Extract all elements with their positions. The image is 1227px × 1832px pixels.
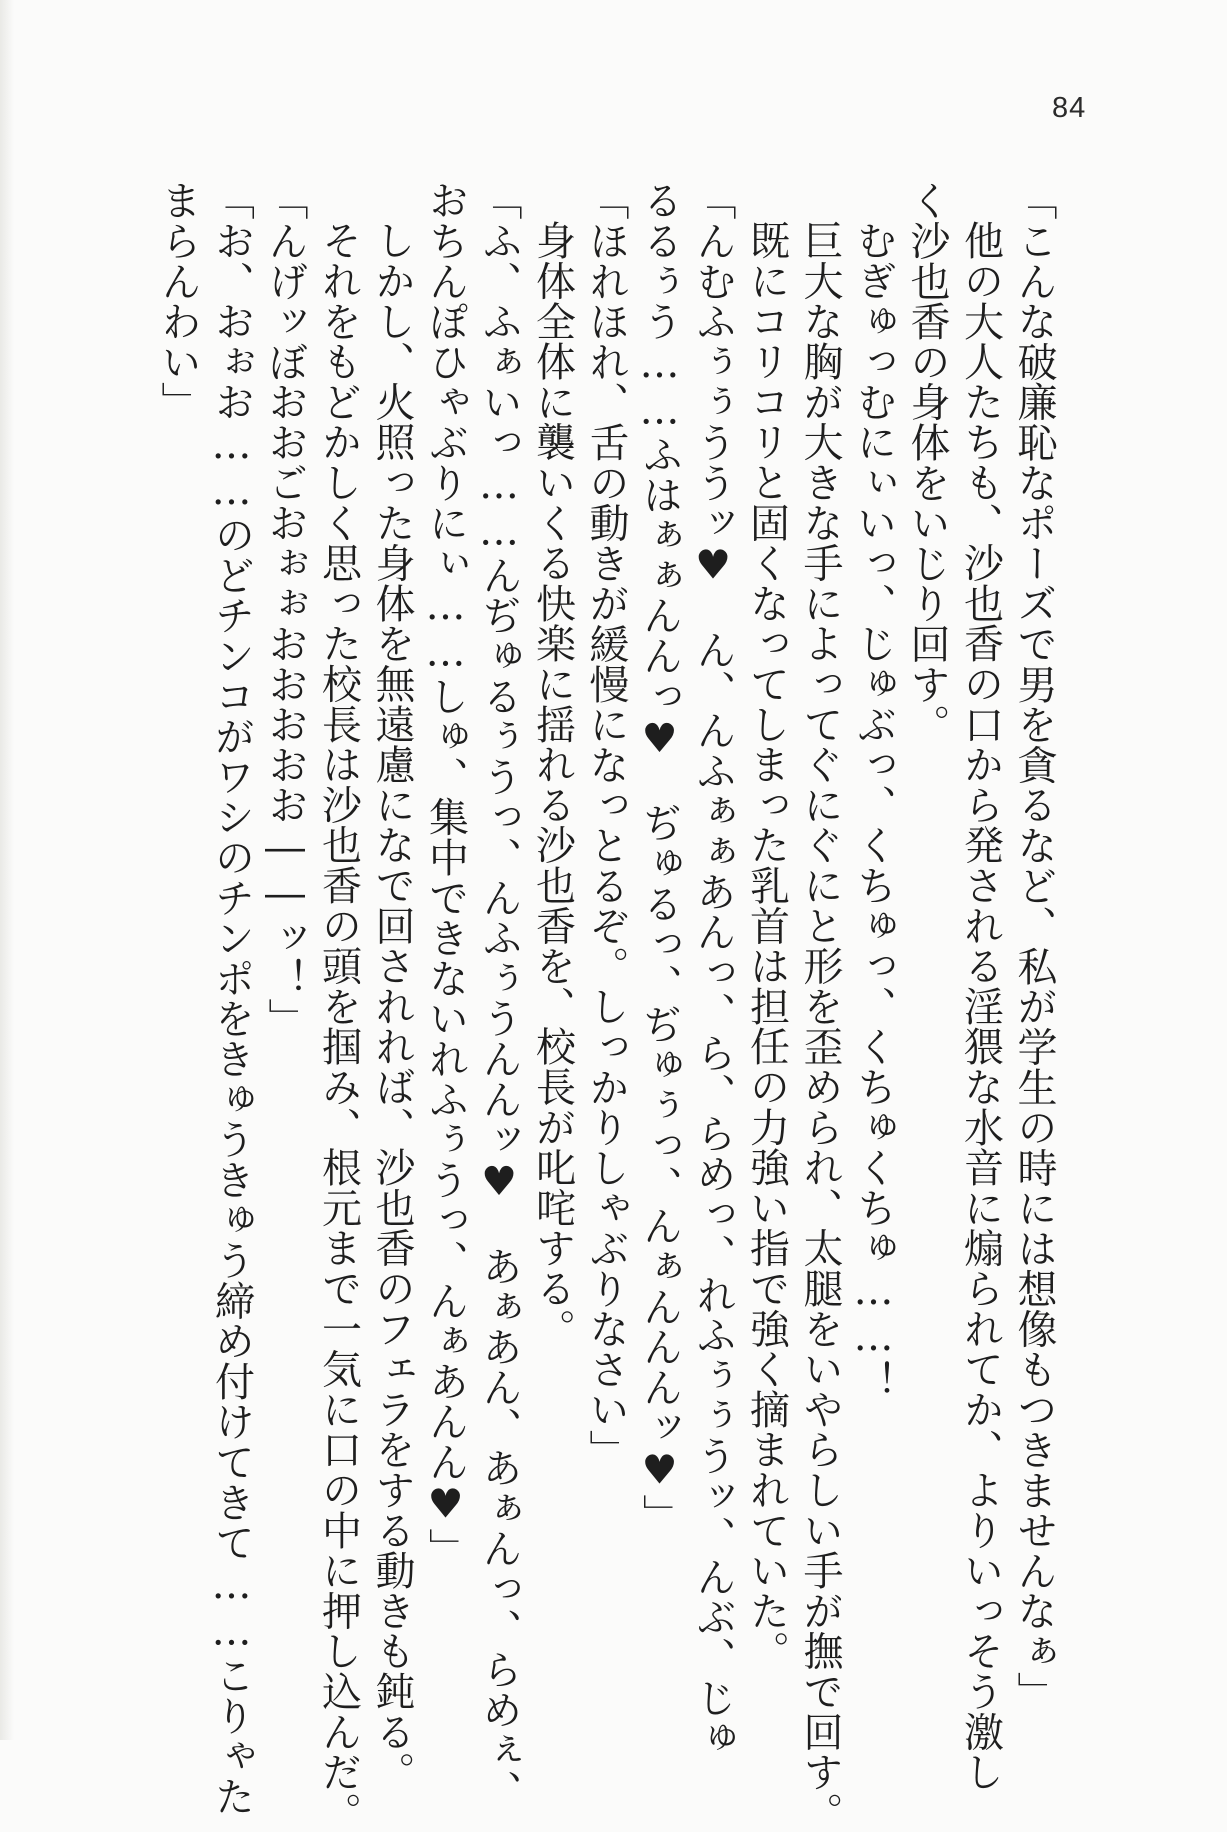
text-line-narration: 巨大な胸が大きな手によってぐにぐにと形を歪められ、太腿をいやらしい手が撫で回す。 <box>797 220 843 1832</box>
text-line-dialogue: 「こんな破廉恥なポーズで男を貪るなど、私が学生の時には想像もつきませんなぁ」 <box>1011 180 1057 1712</box>
text-line-narration-cont: く沙也香の身体をいじり回す。 <box>904 180 950 745</box>
text-line-narration: 他の大人たちも、沙也香の口から発される淫猥な水音に煽られてか、よりいっそう激し <box>957 220 1004 1792</box>
text-line-narration: それをもどかしく思った校長は沙也香の頭を掴み、根元まで一気に口の中に押し込んだ。 <box>315 220 362 1832</box>
text-line-dialogue: 「お、おぉお……のどチンコがワシのチンポをきゅうきゅう締め付けてきて……こりゃた <box>208 180 255 1816</box>
text-line-narration: むぎゅっむにぃいっ、じゅぶっ、くちゅっ、くちゅくちゅ……！ <box>850 220 897 1401</box>
text-line-narration: しかし、火照った身体を無遠慮になで回されれば、沙也香のフェラをする動きも鈍る。 <box>369 220 415 1792</box>
text-line-dialogue: 「んげッぼおおごおぉぉおおおおお――ッ！」 <box>262 180 308 1039</box>
text-line-dialogue: 「んむふぅぅううッ♥ ん、んふぁぁあんっ、ら、らめっ、れふぅぅうッ、んぶ、じゅ <box>690 180 736 1758</box>
text-line-dialogue-cont: るるぅう……ふはぁぁんんっ♥ ぢゅるっ、ぢゅぅっ、んぁんんんッ♥」 <box>636 180 683 1534</box>
text-line-dialogue: 「ほれほれ、舌の動きが緩慢になっとるぞ。しっかりしゃぶりなさい」 <box>583 180 629 1470</box>
text-line-dialogue-cont: まらんわい」 <box>155 180 201 422</box>
text-line-narration: 身体全体に襲いくる快楽に揺れる沙也香を、校長が叱咤する。 <box>529 220 576 1349</box>
text-line-dialogue-cont: おちんぽひゃぶりにぃ……しゅ、集中できないれふぅうっ、んぁあんん♥」 <box>422 180 469 1569</box>
binding-edge <box>0 0 14 1740</box>
page-number: 84 <box>1052 92 1087 124</box>
text-line-dialogue: 「ふ、ふぁいっ……んぢゅるぅうっ、んふぅうんんッ♥ あぁあん、あぁんっ、らめぇ、 <box>476 180 522 1810</box>
vertical-text-body <box>151 180 1061 1832</box>
text-line-narration: 既にコリコリと固くなってしまった乳首は担任の力強い指で強く摘まれていた。 <box>743 220 790 1671</box>
